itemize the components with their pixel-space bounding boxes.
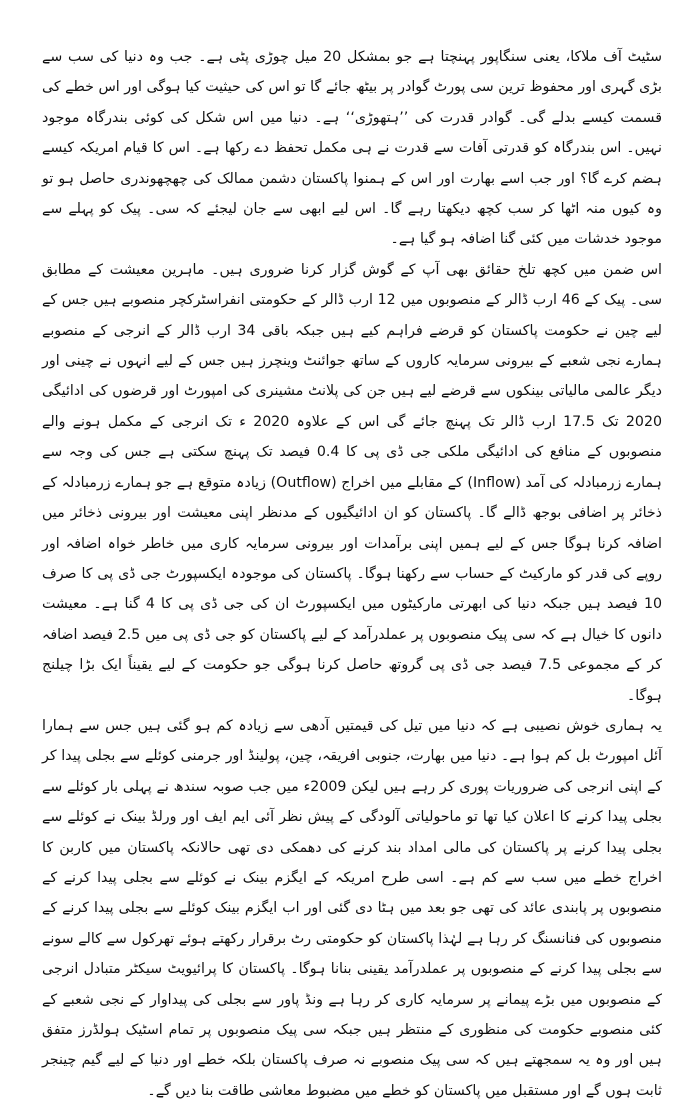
paragraph-gwadar: سٹیٹ آف ملاکا، یعنی سنگاپور پہنچتا ہے جو بمشکل 20 میل چوڑی پٹی ہے۔ جب وہ دنیا کی سب سے بڑی گہری اور محفوظ ترین سی پورٹ گوادر پر بیٹھ جائے گا تو اس کی حیثیت کیا ہوگی اور اس خطے کی قسمت کیسے بدلے گی۔ گوادر قدرت کی ’’ہتھوڑی‘‘ ہے۔ دنیا میں اس شکل کی کوئی بندرگاہ موجود نہیں۔ اس بندرگاہ کو قدرتی آفات سے قدرت نے ہی مکمل تحفظ دے رکھا ہے۔ اس کا قیام امریکہ کیسے ہضم کرے گا؟ اور جب اسے بھارت اور اس کے ہمنوا پاکستان دشمن ممالک کی چھچھوندری حاصل ہو تو وہ کیوں منہ اٹھا کر سب کچھ دیکھتا رہے گا۔ اس لیے ابھی سے جان لیجئے کہ سی۔ پیک کو پہلے سے موجود خدشات میں کئی گنا اضافہ ہو گیا ہے۔: [42, 49, 663, 248]
paragraph-energy: یہ ہماری خوش نصیبی ہے کہ دنیا میں تیل کی قیمتیں آدھی سے زیادہ کم ہو گئی ہیں جس سے ہمارا آئل امپورٹ بل کم ہوا ہے۔ دنیا میں بھارت، جنوبی افریقہ، چین، پولینڈ اور جرمنی کوئلے سے بجلی پیدا کر کے اپنی انرجی کی ضروریات پوری کر رہے ہیں لیکن 2009ء میں جب صوبہ سندھ نے پہلی بار کوئلے سے بجلی پیدا کرنے کا اعلان کیا تھا تو ماحولیاتی آلودگی کے پیش نظر آئی ایم ایف اور ورلڈ بینک نے کوئلے سے بجلی پیدا کرنے پر پاکستان کی مالی امداد بند کرنے کی دھمکی دی تھی حالانکہ پاکستان میں کاربن کا اخراج خطے میں سب سے کم ہے۔ اسی طرح امریکہ کے ایگزم بینک نے کوئلے سے بجلی پیدا کرنے کے منصوبوں پر پابندی عائد کی تھی جو بعد میں ہٹا دی گئی اور اب ایگزم بینک کوئلے سے بجلی پیدا کرنے کے منصوبوں کی فنانسنگ کر رہا ہے لہٰذا پاکستان کو حکومتی رٹ برقرار رکھتے ہوئے تھرکول سے کالے سونے سے بجلی پیدا کرنے کے منصوبوں پر عملدرآمد یقینی بنانا ہوگا۔ پاکستان کا پرائیویٹ سیکٹر متبادل انرجی کے منصوبوں میں بڑے پیمانے پر سرمایہ کاری کر رہا ہے ونڈ پاور سے بجلی کی پیداوار کے نجی شعبے کے کئی منصوبے حکومت کی منظوری کے منتظر ہیں جبکہ سی پیک منصوبوں پر تمام اسٹیک ہولڈرز متفق ہیں اور وہ یہ سمجھتے ہیں کہ سی پیک منصوبے نہ صرف پاکستان بلکہ خطے اور دنیا کے لیے گیم چینجر ثابت ہوں گے اور مستقبل میں پاکستان کو خطے میں مضبوط معاشی طاقت بنا دیں گے۔: [42, 717, 663, 1099]
article-body: [42, 42, 663, 1099]
paragraph-cpec-facts: اس ضمن میں کچھ تلخ حقائق بھی آپ کے گوش گزار کرنا ضروری ہیں۔ ماہرین معیشت کے مطابق سی۔ پیک کے 46 ارب ڈالر کے منصوبوں میں 12 ارب ڈالر کے حکومتی انفراسٹرکچر منصوبے ہیں جس کے لیے چین نے حکومت پاکستان کو قرضے فراہم کیے ہیں جبکہ باقی 34 ارب ڈالر کے انرجی کے منصوبے ہمارے نجی شعبے کے بیرونی سرمایہ کاروں کے ساتھ جوائنٹ وینچرز ہیں جس کے لیے انہوں نے چینی اور دیگر عالمی مالیاتی بینکوں سے قرضے لیے ہیں جن کی پلانٹ مشینری کی امپورٹ اور قرضوں کی ادائیگی 2020 تک 17.5 ارب ڈالر تک پہنچ جائے گی اس کے علاوہ 2020 ء تک انرجی کے مکمل ہونے والے منصوبوں کے منافع کی ادائیگی ملکی جی ڈی پی کا 0.4 فیصد تک پہنچ سکتی ہے جس کی وجہ سے ہمارے زرمبادلہ کی آمد (Inflow) کے مقابلے میں اخراج (Outflow) زیادہ متوقع ہے جو ہمارے زرمبادلہ کے ذخائر پر اضافی بوجھ ڈالے گا۔ پاکستان کو ان ادائیگیوں کے مدنظر اپنی معیشت اور بیرونی ذخائر میں اضافہ کرنا ہوگا جس کے لیے ہمیں اپنی برآمدات اور بیرونی سرمایہ کاری میں خاطر خواہ اضافہ اور روپے کی قدر کو مارکیٹ کے حساب سے رکھنا ہوگا۔ پاکستان کی موجودہ ایکسپورٹ جی ڈی پی کا صرف 10 فیصد ہیں جبکہ دنیا کی ابھرتی مارکیٹوں میں ایکسپورٹ ان کی جی ڈی پی کا 4 گنا ہے۔ معیشت دانوں کا خیال ہے کہ سی پیک منصوبوں پر عملدرآمد کے لیے پاکستان کو جی ڈی پی میں 2.5 فیصد اضافہ کر کے مجموعی 7.5 فیصد جی ڈی پی گروتھ حاصل کرنا ہوگی جو حکومت کے لیے یقیناً ایک بڑا چیلنج ہوگا۔: [42, 261, 663, 704]
